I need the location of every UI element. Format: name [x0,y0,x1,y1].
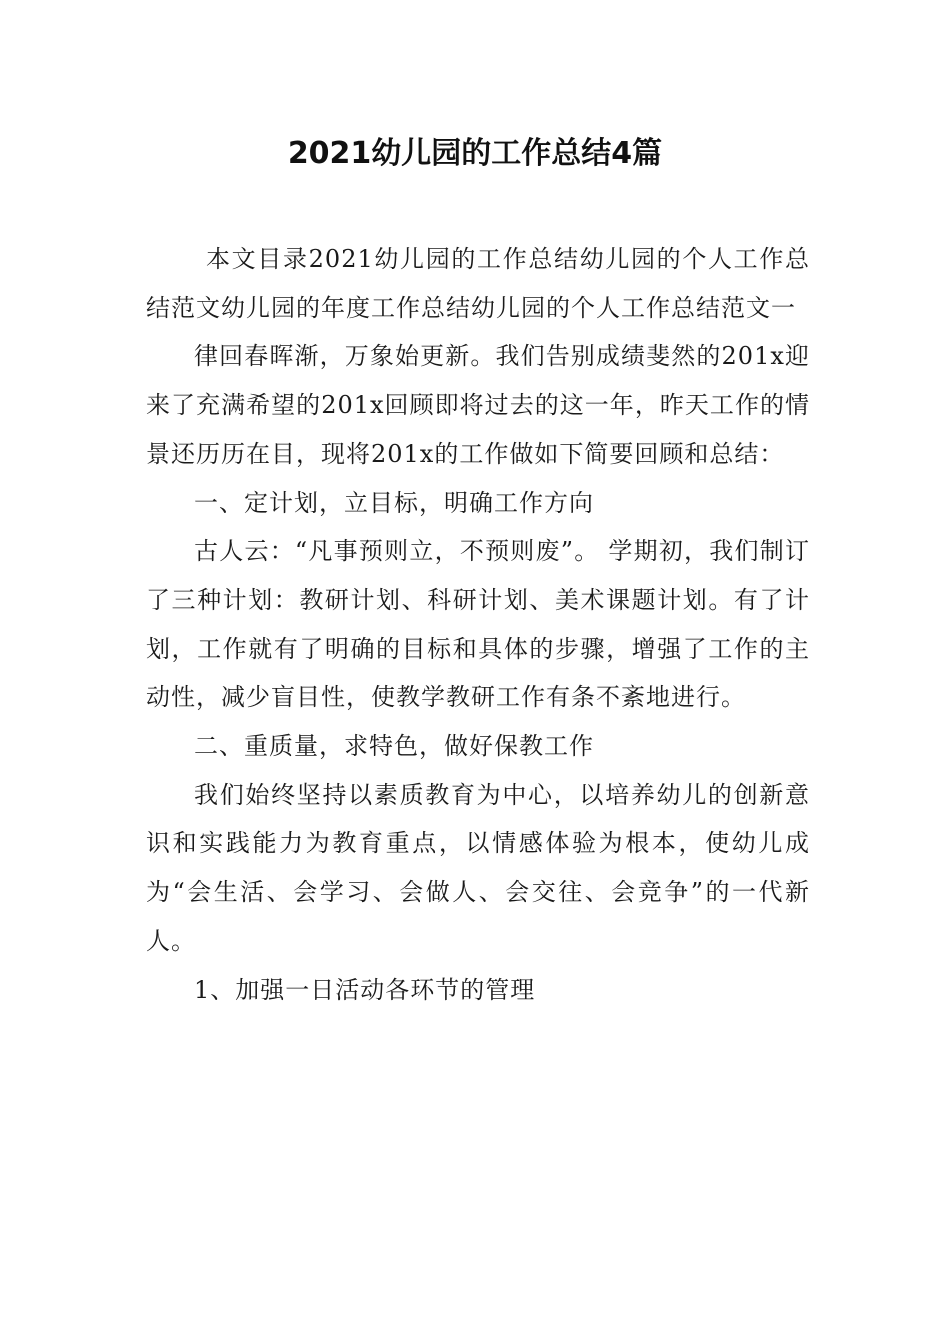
paragraph-table-of-contents: 本文目录2021幼儿园的工作总结幼儿园的个人工作总结范文幼儿园的年度工作总结幼儿园的个人工作总结范文一 [146,245,810,322]
section-heading-1: 一、定计划，立目标，明确工作方向 [194,488,594,517]
document-title: 2021幼儿园的工作总结4篇 [287,136,663,171]
subsection-heading-1: 1、加强一日活动各环节的管理 [194,975,536,1004]
document-body [146,235,810,1014]
paragraph-intro: 律回春晖渐，万象始更新。我们告别成绩斐然的201x迎来了充满希望的201x回顾即将过去的这一年，昨天工作的情景还历历在目，现将201x的工作做如下简要回顾和总结： [146,342,810,468]
section-heading-2: 二、重质量，求特色，做好保教工作 [194,732,594,761]
paragraph-quality: 我们始终坚持以素质教育为中心，以培养幼儿的创新意识和实践能力为教育重点，以情感体验为根本，使幼儿成为“会生活、会学习、会做人、会交往、会竞争”的一代新人。 [146,780,810,955]
paragraph-planning: 古人云：“凡事预则立，不预则废”。 学期初，我们制订了三种计划：教研计划、科研计划、美术课题计划。有了计划，工作就有了明确的目标和具体的步骤，增强了工作的主动性，减少盲目性，使教学教研工作有条不紊地进行。 [146,537,810,712]
